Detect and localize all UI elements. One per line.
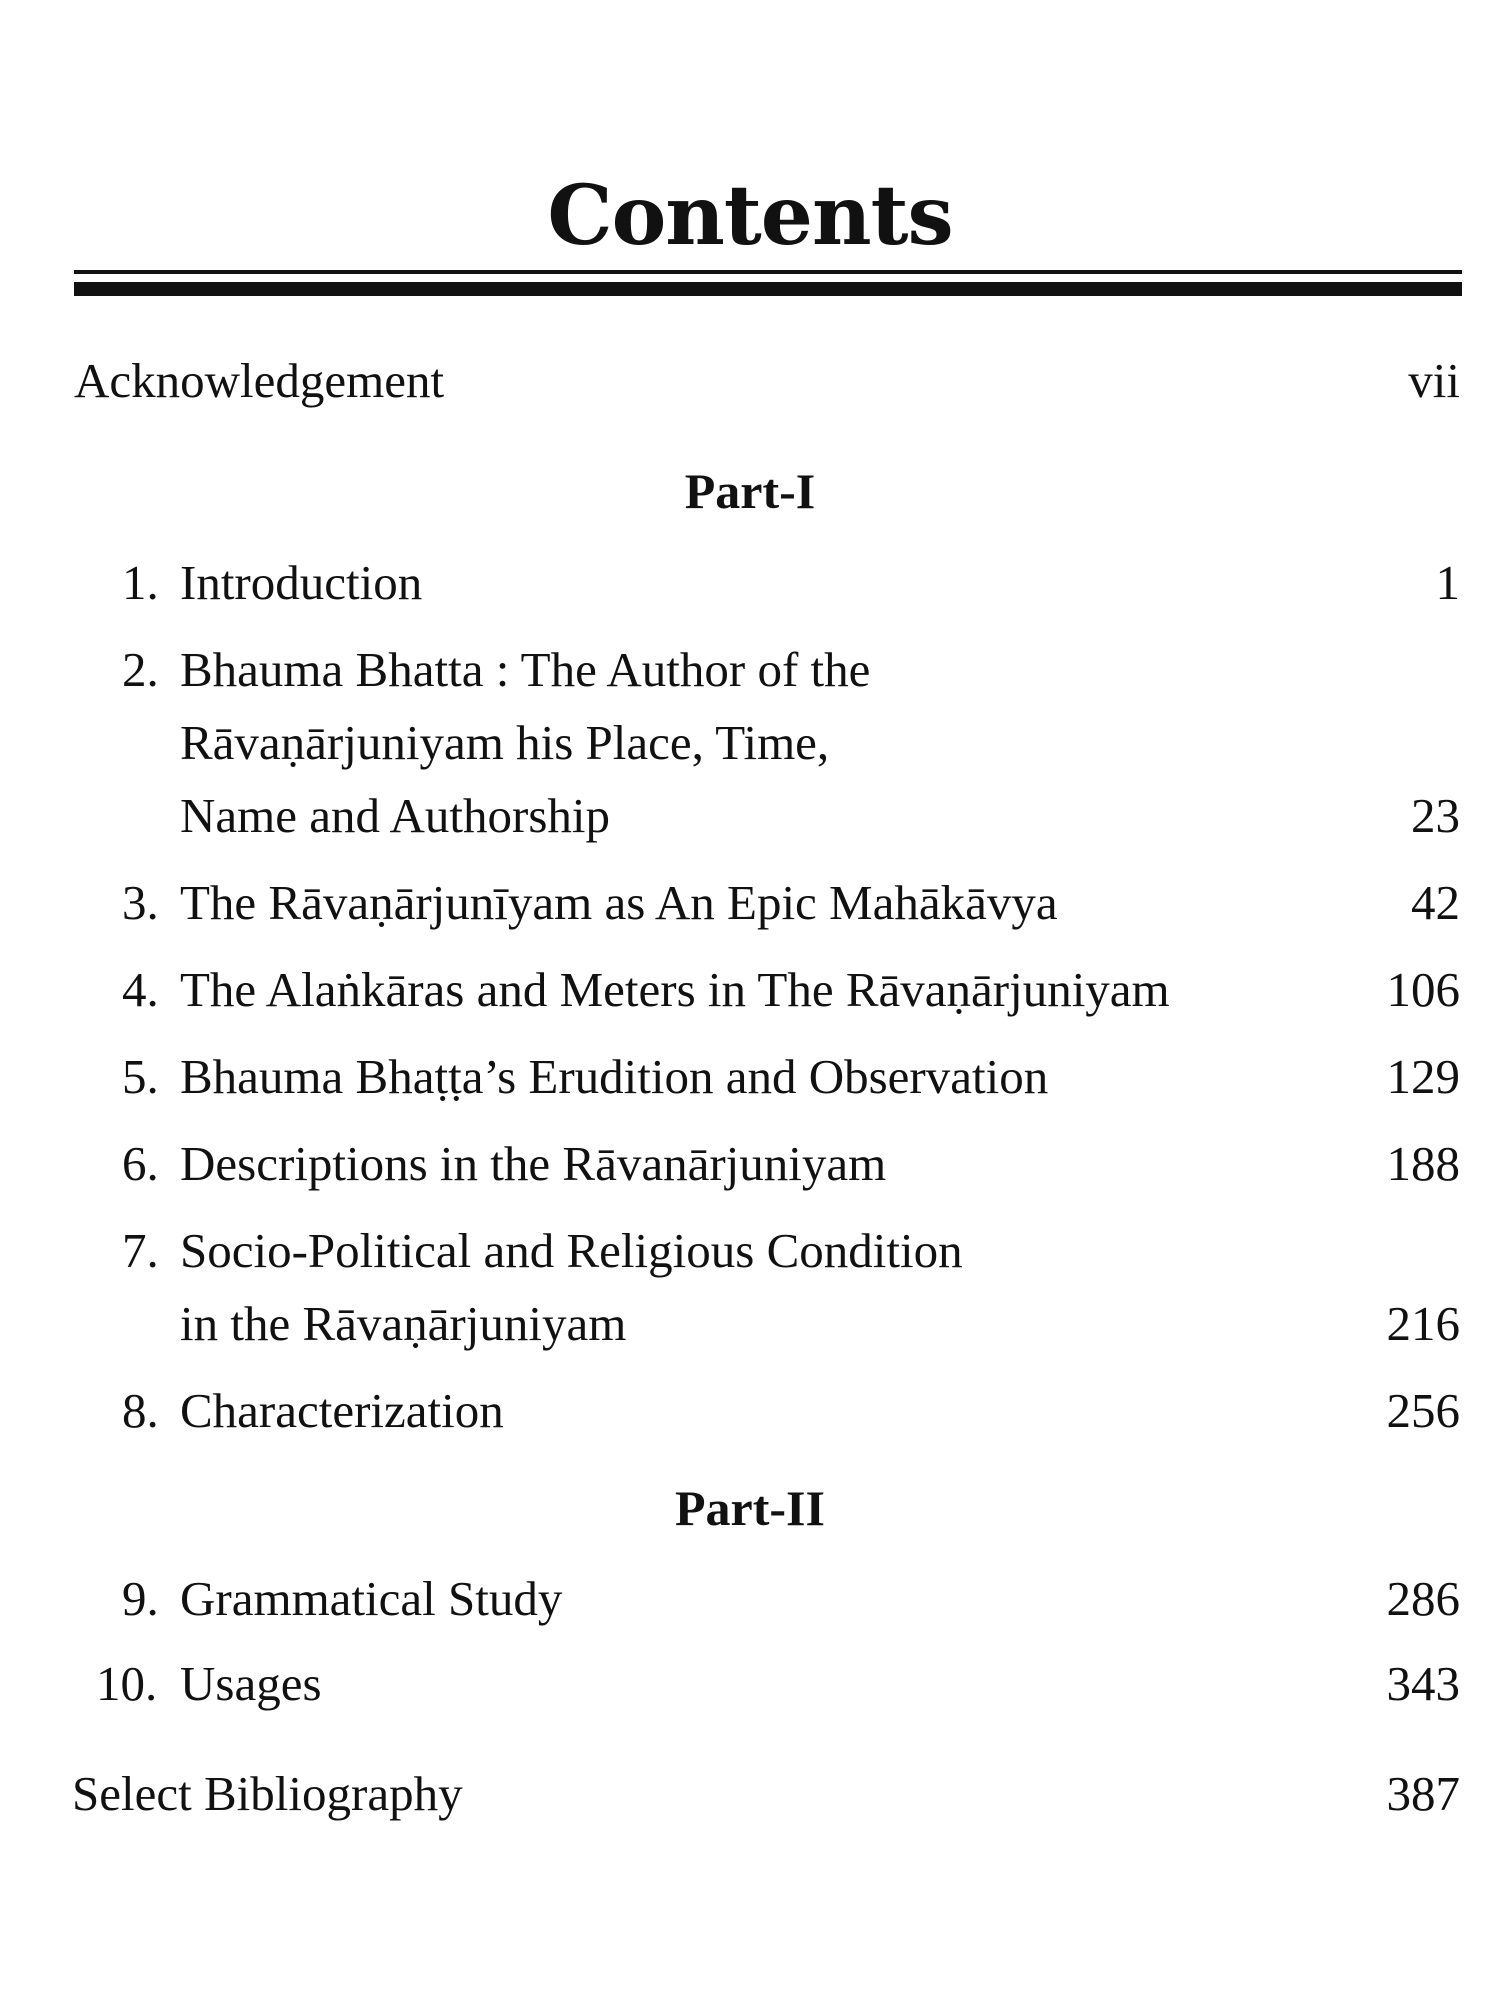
entry-title-line-1: Socio-Political and Religious Condition <box>180 1223 963 1278</box>
toc-entry-2-line-1[interactable] <box>0 639 1500 701</box>
front-matter-page: vii <box>1408 353 1460 408</box>
entry-page: 23 <box>1411 788 1460 843</box>
back-matter-page: 387 <box>1386 1766 1460 1821</box>
toc-entry-9[interactable] <box>0 1568 1500 1630</box>
toc-entry-2-line-3[interactable] <box>0 785 1500 847</box>
entry-title-line-2: in the Rāvaṇārjuniyam <box>180 1296 627 1351</box>
entry-number: 8. <box>122 1383 159 1438</box>
back-matter-label: Select Bibliography <box>72 1766 463 1821</box>
entry-page: 286 <box>1386 1571 1460 1626</box>
entry-number: 4. <box>122 962 159 1017</box>
entry-title: Characterization <box>180 1383 504 1438</box>
entry-page: 256 <box>1386 1383 1460 1438</box>
entry-page: 129 <box>1386 1049 1460 1104</box>
page-title: Contents <box>547 168 953 264</box>
entry-page: 42 <box>1411 875 1460 930</box>
entry-number: 7. <box>122 1223 159 1278</box>
entry-title: Descriptions in the Rāvanārjuniyam <box>180 1136 887 1191</box>
entry-number: 1. <box>122 555 159 610</box>
entry-number: 10. <box>96 1656 158 1711</box>
toc-entry-7-line-2[interactable] <box>0 1293 1500 1355</box>
toc-entry-3[interactable] <box>0 872 1500 934</box>
entry-number: 3. <box>122 875 159 930</box>
toc-entry-10[interactable] <box>0 1653 1500 1715</box>
entry-title-line-3: Name and Authorship <box>180 788 611 843</box>
entry-title: The Alaṅkāras and Meters in The Rāvaṇārjuniyam <box>180 962 1170 1017</box>
entry-page: 216 <box>1386 1296 1460 1351</box>
entry-number: 5. <box>122 1049 159 1104</box>
title-rule-thick <box>74 282 1462 296</box>
toc-entry-6[interactable] <box>0 1133 1500 1195</box>
front-matter-label: Acknowledgement <box>74 353 445 408</box>
toc-entry-acknowledgement[interactable] <box>0 350 1500 412</box>
entry-title: Bhauma Bhaṭṭa’s Erudition and Observation <box>180 1049 1049 1104</box>
part-heading-1: Part-I <box>684 463 816 519</box>
entry-page: 343 <box>1386 1656 1460 1711</box>
entry-title: Usages <box>180 1656 322 1711</box>
entry-page: 1 <box>1435 555 1460 610</box>
entry-page: 188 <box>1386 1136 1460 1191</box>
toc-entry-1[interactable] <box>0 552 1500 614</box>
toc-entry-7-line-1[interactable] <box>0 1220 1500 1282</box>
toc-entry-bibliography[interactable] <box>0 1763 1500 1825</box>
entry-title-line-2: Rāvaṇārjuniyam his Place, Time, <box>180 715 830 770</box>
entry-page: 106 <box>1386 962 1460 1017</box>
toc-entry-2-line-2[interactable] <box>0 712 1500 774</box>
part-heading-2: Part-II <box>675 1480 825 1536</box>
entry-title: Introduction <box>180 555 423 610</box>
title-rule-thin <box>74 270 1462 274</box>
entry-title: Grammatical Study <box>180 1571 563 1626</box>
entry-title: The Rāvaṇārjunīyam as An Epic Mahākāvya <box>180 875 1058 930</box>
entry-title-line-1: Bhauma Bhatta : The Author of the <box>180 642 871 697</box>
toc-entry-4[interactable] <box>0 959 1500 1021</box>
entry-number: 9. <box>122 1571 159 1626</box>
toc-entry-8[interactable] <box>0 1380 1500 1442</box>
entry-number: 6. <box>122 1136 159 1191</box>
toc-entry-5[interactable] <box>0 1046 1500 1108</box>
entry-number: 2. <box>122 642 159 697</box>
